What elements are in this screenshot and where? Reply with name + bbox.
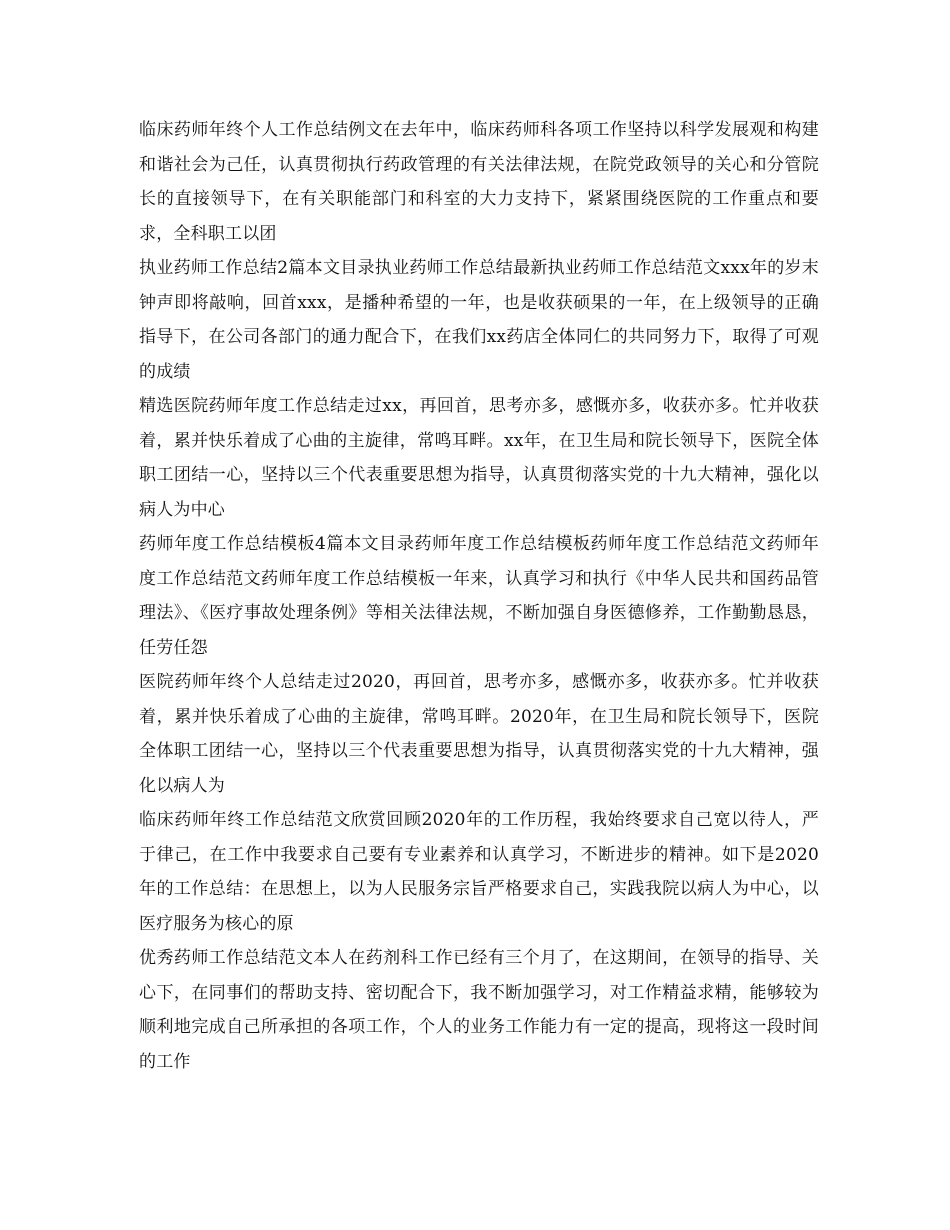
paragraph-4: 药师年度工作总结模板4篇本文目录药师年度工作总结模板药师年度工作总结范文药师年度工作总结范文药师年度工作总结模板一年来，认真学习和执行《中华人民共和国药品管理法》、《医疗事故处理条例》等相关法律法规，不断加强自身医德修养，工作勤勤恳恳，任劳任怨 [139,534,819,658]
paragraph-5: 医院药师年终个人总结走过2020，再回首，思考亦多，感慨亦多，收获亦多。忙并收获着，累并快乐着成了心曲的主旋律，常鸣耳畔。2020年，在卫生局和院长领导下，医院全体职工团结一心，坚持以三个代表重要思想为指导，认真贯彻落实党的十九大精神，强化以病人为 [139,672,819,796]
paragraph-2: 执业药师工作总结2篇本文目录执业药师工作总结最新执业药师工作总结范文xxx年的岁末钟声即将敲响，回首xxx，是播种希望的一年，也是收获硕果的一年，在上级领导的正确指导下，在公司各部门的通力配合下，在我们xx药店全体同仁的共同努力下，取得了可观的成绩 [139,258,819,382]
paragraph-1: 临床药师年终个人工作总结例文在去年中，临床药师科各项工作坚持以科学发展观和构建和谐社会为己任，认真贯彻执行药政管理的有关法律法规，在院党政领导的关心和分管院长的直接领导下，在有关职能部门和科室的大力支持下，紧紧围绕医院的工作重点和要求，全科职工以团 [139,120,819,244]
paragraph-7: 优秀药师工作总结范文本人在药剂科工作已经有三个月了，在这期间，在领导的指导、关心下，在同事们的帮助支持、密切配合下，我不断加强学习，对工作精益求精，能够较为顺利地完成自己所承担的各项工作，个人的业务工作能力有一定的提高，现将这一段时间的工作 [139,948,819,1072]
document-body [139,113,819,1079]
paragraph-3: 精选医院药师年度工作总结走过xx，再回首，思考亦多，感慨亦多，收获亦多。忙并收获着，累并快乐着成了心曲的主旋律，常鸣耳畔。xx年，在卫生局和院长领导下，医院全体职工团结一心，坚持以三个代表重要思想为指导，认真贯彻落实党的十九大精神，强化以病人为中心 [139,396,819,520]
paragraph-6: 临床药师年终工作总结范文欣赏回顾2020年的工作历程，我始终要求自己宽以待人，严于律己，在工作中我要求自己要有专业素养和认真学习，不断进步的精神。如下是2020年的工作总结：在思想上，以为人民服务宗旨严格要求自己，实践我院以病人为中心，以医疗服务为核心的原 [139,810,819,934]
